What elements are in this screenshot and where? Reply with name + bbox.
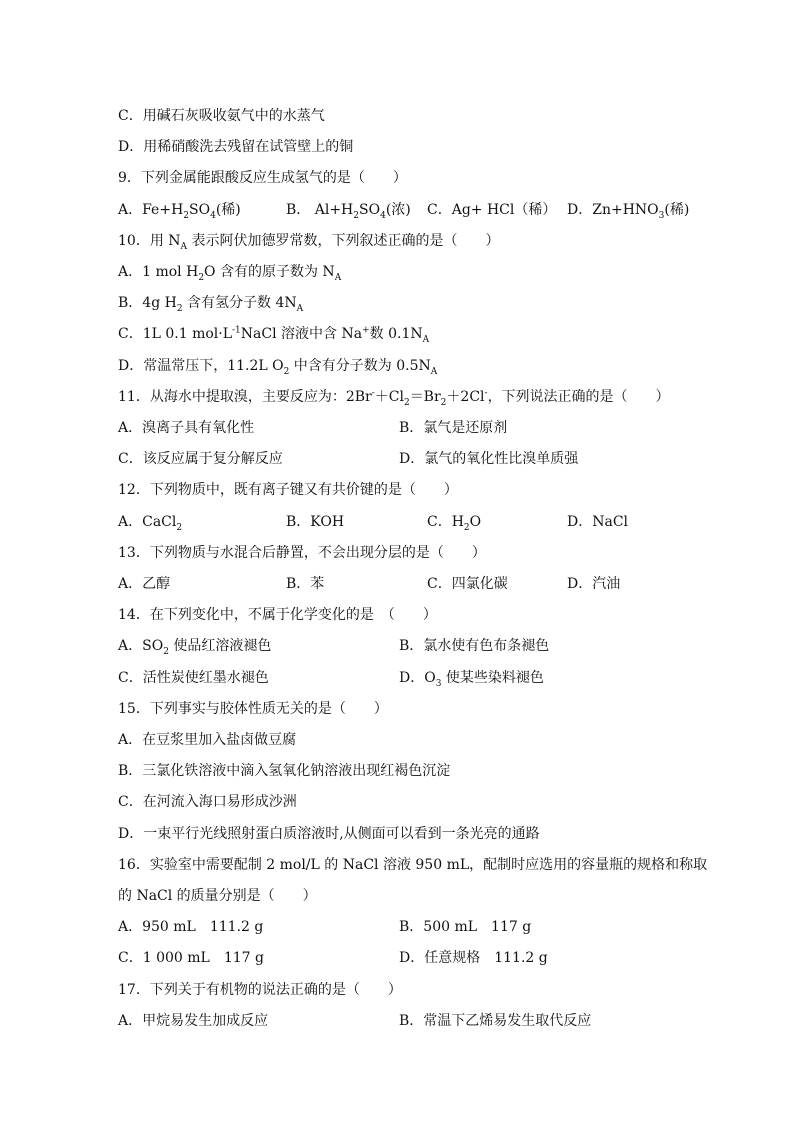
option-text: D．氯气的氧化性比溴单质强 bbox=[399, 451, 579, 468]
answer-option-row bbox=[118, 790, 718, 814]
answer-option-row bbox=[118, 634, 718, 658]
option-text: B．4g $H_2$ 含有氢分子数 $4N_A$ bbox=[118, 295, 304, 314]
answer-option-row bbox=[118, 666, 718, 690]
option-text: C．1 000 mL 117 g bbox=[118, 950, 264, 967]
option-text: C．用碱石灰吸收氨气中的水蒸气 bbox=[118, 108, 325, 124]
option-text: C．四氯化碳 bbox=[427, 576, 508, 592]
question-text: 10．用 $N_A$ 表示阿伏加德罗常数，下列叙述正确的是（ ） bbox=[118, 232, 500, 252]
option-text: C．Ag+ HCl（稀） bbox=[427, 201, 557, 218]
answer-option-row bbox=[118, 572, 718, 596]
question-stem bbox=[118, 978, 718, 1002]
option-text: D．任意规格 111.2 g bbox=[399, 950, 548, 967]
option-text: C．1L 0.1 $mol\cdot L^{-1}NaCl$ 溶液中含 Na+数 $0.1N_A$ bbox=[118, 325, 430, 346]
option-text: B．500 mL 117 g bbox=[399, 919, 532, 936]
answer-option-row bbox=[118, 822, 718, 846]
question-stem bbox=[118, 385, 718, 409]
question-text: 12．下列物质中，既有离子键又有共价键的是（ ） bbox=[118, 482, 458, 499]
option-text: B．氯水使有色布条褪色 bbox=[399, 638, 550, 655]
answer-option-row bbox=[118, 416, 718, 440]
option-text: C．$H_2O$ bbox=[427, 513, 482, 533]
option-text: D．汽油 bbox=[567, 576, 621, 592]
answer-option-row bbox=[118, 915, 718, 939]
question-text: 13．下列物质与水混合后静置，不会出现分层的是（ ） bbox=[118, 544, 486, 561]
option-text: A．CaCl$_2$ bbox=[118, 513, 183, 533]
option-text: A．甲烷易发生加成反应 bbox=[118, 1012, 269, 1029]
option-text: B．常温下乙烯易发生取代反应 bbox=[399, 1012, 592, 1029]
option-text: B．苯 bbox=[286, 576, 325, 592]
question-text: 17．下列关于有机物的说法正确的是（ ） bbox=[118, 981, 402, 998]
option-text: A．950 mL 111.2 g bbox=[118, 919, 264, 936]
question-text: 的 NaCl 的质量分别是（ ） bbox=[118, 888, 317, 904]
option-text: A．乙醇 bbox=[118, 576, 171, 592]
question-text: 15．下列事实与胶体性质无关的是（ ） bbox=[118, 700, 388, 717]
option-text: D．一束平行光线照射蛋白质溶液时,从侧面可以看到一条光亮的通路 bbox=[118, 825, 540, 842]
option-text: D．常温常压下，11.2L $O_2$ 中含有分子数为 $0.5N_A$ bbox=[118, 357, 438, 377]
answer-option-row bbox=[118, 291, 718, 315]
option-text: C．在河流入海口易形成沙洲 bbox=[118, 794, 297, 811]
option-text: B．氯气是还原剂 bbox=[399, 420, 508, 436]
option-text: B． $Al+H_2SO_4$(浓) bbox=[286, 201, 411, 221]
option-text: A．1 mol $H_2O$ 含有的原子数为 $N_A$ bbox=[118, 264, 342, 283]
option-text: A．$SO_2$ 使品红溶液褪色 bbox=[118, 638, 272, 658]
question-text: 14．在下列变化中，不属于化学变化的是 （ ） bbox=[118, 607, 437, 624]
option-text: D．用稀硝酸洗去残留在试管壁上的铜 bbox=[118, 139, 354, 156]
option-text: C．该反应属于复分解反应 bbox=[118, 451, 283, 468]
question-stem bbox=[118, 697, 718, 721]
question-stem bbox=[118, 541, 718, 565]
option-text: A．溴离子具有氧化性 bbox=[118, 420, 255, 436]
option-text: A．在豆浆里加入盐卤做豆腐 bbox=[118, 732, 297, 748]
question-stem bbox=[118, 166, 718, 190]
question-stem bbox=[118, 603, 718, 627]
answer-option-row bbox=[118, 1009, 718, 1033]
answer-option-row bbox=[118, 946, 718, 970]
answer-option-row bbox=[118, 135, 718, 159]
answer-option-row bbox=[118, 322, 718, 346]
question-text: 11．从海水中提取溴，主要反应为：$2Br^-+Cl_2=Br_2+2Cl^-$，下列说法正确的是（ ） bbox=[118, 388, 670, 408]
answer-option-row bbox=[118, 728, 718, 752]
answer-option-row bbox=[118, 510, 718, 534]
answer-option-row bbox=[118, 104, 718, 128]
answer-option-row bbox=[118, 759, 718, 783]
option-text: B．三氯化铁溶液中滴入氢氧化钠溶液出现红褐色沉淀 bbox=[118, 763, 451, 780]
option-text: D．NaCl bbox=[567, 513, 629, 530]
option-text: B．KOH bbox=[286, 513, 345, 530]
question-stem bbox=[118, 478, 718, 502]
question-text: 16．实验室中需要配制 2 mol/L 的 NaCl 溶液 950 mL，配制时应选用的容量瓶的规格和称取 bbox=[118, 856, 708, 873]
question-text: 9．下列金属能跟酸反应生成氢气的是（ ） bbox=[118, 170, 407, 187]
answer-option-row bbox=[118, 354, 718, 378]
option-text: A．$Fe+H_2SO_4$(稀) bbox=[118, 201, 241, 221]
option-text: D．$Zn+HNO_3$(稀) bbox=[567, 201, 690, 221]
question-stem bbox=[118, 229, 718, 253]
answer-option-row bbox=[118, 198, 718, 222]
answer-option-row bbox=[118, 260, 718, 284]
option-text: D．$O_3$ 使某些染料褪色 bbox=[399, 669, 544, 689]
answer-option-row bbox=[118, 447, 718, 471]
option-text: C．活性炭使红墨水褪色 bbox=[118, 669, 269, 686]
question-stem bbox=[118, 884, 718, 908]
question-stem bbox=[118, 853, 718, 877]
